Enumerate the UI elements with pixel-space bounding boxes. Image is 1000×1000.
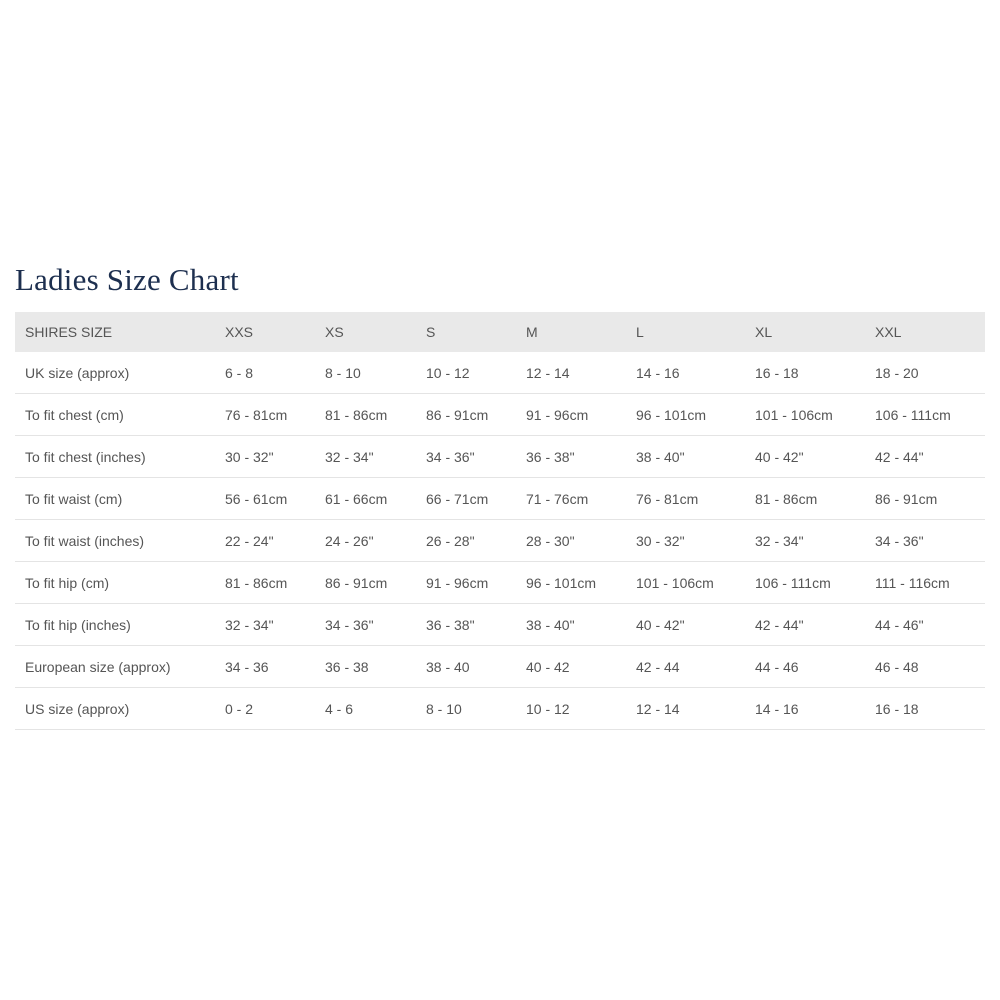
row-label: To fit waist (inches) [25,532,145,549]
table-cell: 101 - 106cm [636,574,714,591]
table-row [15,562,985,604]
table-cell: 76 - 81cm [636,490,699,507]
row-label: To fit hip (inches) [25,616,131,633]
table-row [15,646,985,688]
table-cell: 34 - 36 [225,658,269,675]
table-cell: 86 - 91cm [426,406,489,423]
column-header: XXL [875,324,902,340]
table-row [15,394,985,436]
table-cell: 38 - 40 [426,658,470,675]
table-cell: 86 - 91cm [875,490,938,507]
table-cell: 34 - 36" [325,616,374,633]
table-cell: 4 - 6 [325,700,354,717]
table-cell: 8 - 10 [426,700,462,717]
table-row [15,604,985,646]
table-cell: 91 - 96cm [526,406,589,423]
table-cell: 40 - 42" [636,616,685,633]
table-row [15,352,985,394]
table-cell: 30 - 32" [225,448,274,465]
table-cell: 10 - 12 [526,700,570,717]
row-label: UK size (approx) [25,364,130,381]
table-cell: 42 - 44" [755,616,804,633]
table-cell: 10 - 12 [426,364,470,381]
column-header: SHIRES SIZE [25,324,113,340]
table-cell: 38 - 40" [526,616,575,633]
table-cell: 36 - 38" [526,448,575,465]
table-cell: 14 - 16 [755,700,799,717]
table-cell: 76 - 81cm [225,406,288,423]
table-cell: 56 - 61cm [225,490,288,507]
table-cell: 44 - 46 [755,658,799,675]
table-row [15,436,985,478]
table-header-row [15,312,985,352]
table-cell: 8 - 10 [325,364,361,381]
table-cell: 81 - 86cm [325,406,388,423]
table-cell: 111 - 116cm [875,574,950,591]
table-cell: 61 - 66cm [325,490,388,507]
column-header: XXS [225,324,254,340]
table-cell: 22 - 24" [225,532,274,549]
table-cell: 36 - 38" [426,616,475,633]
size-chart [15,256,985,730]
table-cell: 14 - 16 [636,364,680,381]
table-cell: 16 - 18 [875,700,919,717]
table-cell: 16 - 18 [755,364,799,381]
table-cell: 30 - 32" [636,532,685,549]
table-cell: 32 - 34" [325,448,374,465]
page-title: Ladies Size Chart [15,262,239,297]
table-cell: 34 - 36" [426,448,475,465]
table-cell: 24 - 26" [325,532,374,549]
row-label: To fit waist (cm) [25,490,123,507]
table-cell: 86 - 91cm [325,574,388,591]
table-cell: 32 - 34" [755,532,804,549]
table-cell: 81 - 86cm [755,490,818,507]
table-cell: 12 - 14 [526,364,570,381]
column-header: XS [325,324,344,340]
column-header: M [526,324,538,340]
table-cell: 40 - 42 [526,658,570,675]
table-cell: 18 - 20 [875,364,919,381]
table-cell: 44 - 46" [875,616,924,633]
table-cell: 71 - 76cm [526,490,589,507]
table-row [15,688,985,730]
table-cell: 106 - 111cm [755,574,831,591]
table-cell: 0 - 2 [225,700,254,717]
table-cell: 42 - 44 [636,658,680,675]
table-cell: 101 - 106cm [755,406,833,423]
table-cell: 81 - 86cm [225,574,288,591]
column-header: S [426,324,436,340]
table-cell: 96 - 101cm [526,574,597,591]
row-label: To fit hip (cm) [25,574,110,591]
table-cell: 32 - 34" [225,616,274,633]
table-cell: 6 - 8 [225,364,254,381]
table-cell: 96 - 101cm [636,406,707,423]
table-cell: 12 - 14 [636,700,680,717]
row-label: European size (approx) [25,658,171,675]
table-cell: 34 - 36" [875,532,924,549]
table-cell: 26 - 28" [426,532,475,549]
column-header: XL [755,324,773,340]
table-cell: 36 - 38 [325,658,369,675]
size-table [15,312,985,730]
table-row [15,478,985,520]
row-label: To fit chest (cm) [25,406,124,423]
table-cell: 40 - 42" [755,448,804,465]
row-label: To fit chest (inches) [25,448,146,465]
table-cell: 66 - 71cm [426,490,489,507]
table-cell: 28 - 30" [526,532,575,549]
table-cell: 106 - 111cm [875,406,951,423]
table-row [15,520,985,562]
table-cell: 42 - 44" [875,448,924,465]
table-cell: 46 - 48 [875,658,919,675]
table-cell: 38 - 40" [636,448,685,465]
column-header: L [636,324,644,340]
table-cell: 91 - 96cm [426,574,489,591]
row-label: US size (approx) [25,700,130,717]
